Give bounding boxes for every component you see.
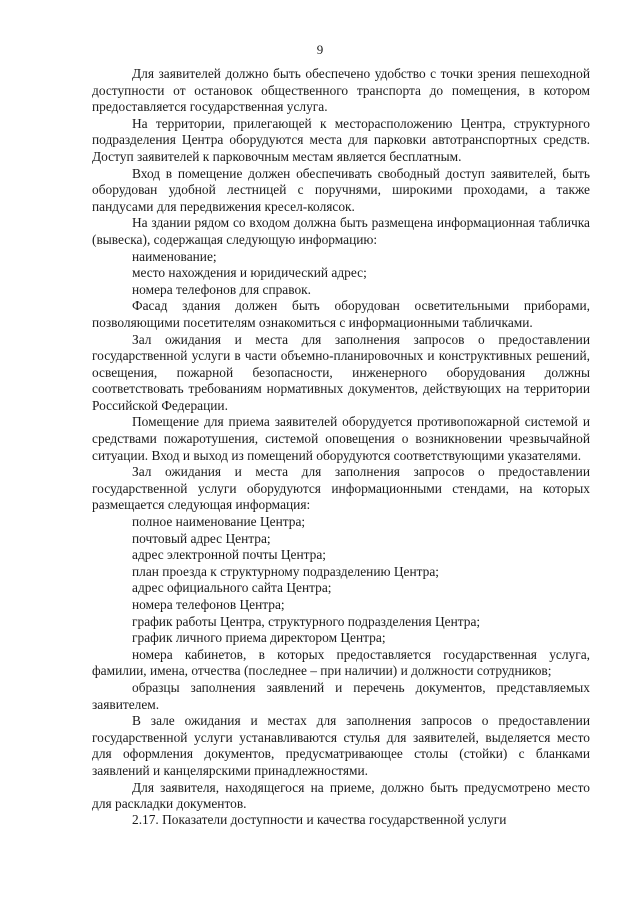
section-heading: 2.17. Показатели доступности и качества государственной услуги — [132, 812, 507, 827]
list-item: график личного приема директором Центра; — [132, 630, 386, 646]
document-body — [92, 66, 590, 813]
paragraph: Зал ожидания и места для заполнения запросов о предоставлении государственной услуги в части объемно-планировочных и конструктивных решений, освещения, пожарной безопасности, инженерного оборудования должны соответствовать требованиям нормативных документов, действующих на территории Российской Федерации. — [92, 331, 590, 413]
list-item: номера телефонов Центра; — [132, 597, 285, 612]
list-item: номера телефонов для справок. — [132, 281, 312, 297]
list-item: план проезда к структурному подразделению Центра; — [132, 563, 440, 579]
list-item: адрес электронной почты Центра; — [132, 547, 327, 563]
list-item: место нахождения и юридический адрес; — [132, 265, 367, 281]
page-number: 9 — [316, 42, 324, 57]
paragraph: номера кабинетов, в которых предоставляется государственная услуга, фамилии, имена, отчества (последнее – при наличии) и должности сотрудников; — [92, 646, 590, 679]
paragraph: Вход в помещение должен обеспечивать свободный доступ заявителей, быть оборудован удобной лестницей с поручнями, широкими проходами, а также пандусами для передвижения кресел-колясок. — [92, 165, 590, 214]
paragraph: образцы заполнения заявлений и перечень документов, представляемых заявителем. — [92, 679, 590, 712]
paragraph: Для заявителей должно быть обеспечено удобство с точки зрения пешеходной доступности от остановок общественного транспорта до помещения, в котором предоставляется государственная услуга. — [92, 66, 590, 115]
list-item: почтовый адрес Центра; — [132, 530, 271, 546]
paragraph: Для заявителя, находящегося на приеме, должно быть предусмотрено место для раскладки документов. — [92, 779, 590, 812]
list-item: наименование; — [132, 248, 217, 264]
paragraph: Фасад здания должен быть оборудован осветительными приборами, позволяющими посетителям ознакомиться с информационными табличками. — [92, 298, 590, 330]
paragraph: Помещение для приема заявителей оборудуется противопожарной системой и средствами пожаротушения, системой оповещения о возникновении чрезвычайной ситуации. Вход и выход из помещений оборудуются соответствующими указателями. — [92, 414, 590, 463]
list-item: адрес официального сайта Центра; — [132, 580, 332, 596]
list-item: полное наименование Центра; — [132, 514, 306, 530]
paragraph: Зал ожидания и места для заполнения запросов о предоставлении государственной услуги оборудуются информационными стендами, на которых размещается следующая информация: — [92, 464, 590, 513]
paragraph: В зале ожидания и местах для заполнения запросов о предоставлении государственной услуги устанавливаются стулья для заявителей, выделяется место для оформления документов, предусматривающее столы (стойки) с бланками заявлений и канцелярскими принадлежностями. — [92, 713, 590, 778]
list-item: график работы Центра, структурного подразделения Центра; — [132, 613, 481, 629]
paragraph: На здании рядом со входом должна быть размещена информационная табличка (вывеска), содержащая следующую информацию: — [92, 215, 590, 247]
paragraph: На территории, прилегающей к месторасположению Центра, структурного подразделения Центра оборудуются места для парковки автотранспортных средств. Доступ заявителей к парковочным местам является бесплатным. — [92, 115, 590, 164]
